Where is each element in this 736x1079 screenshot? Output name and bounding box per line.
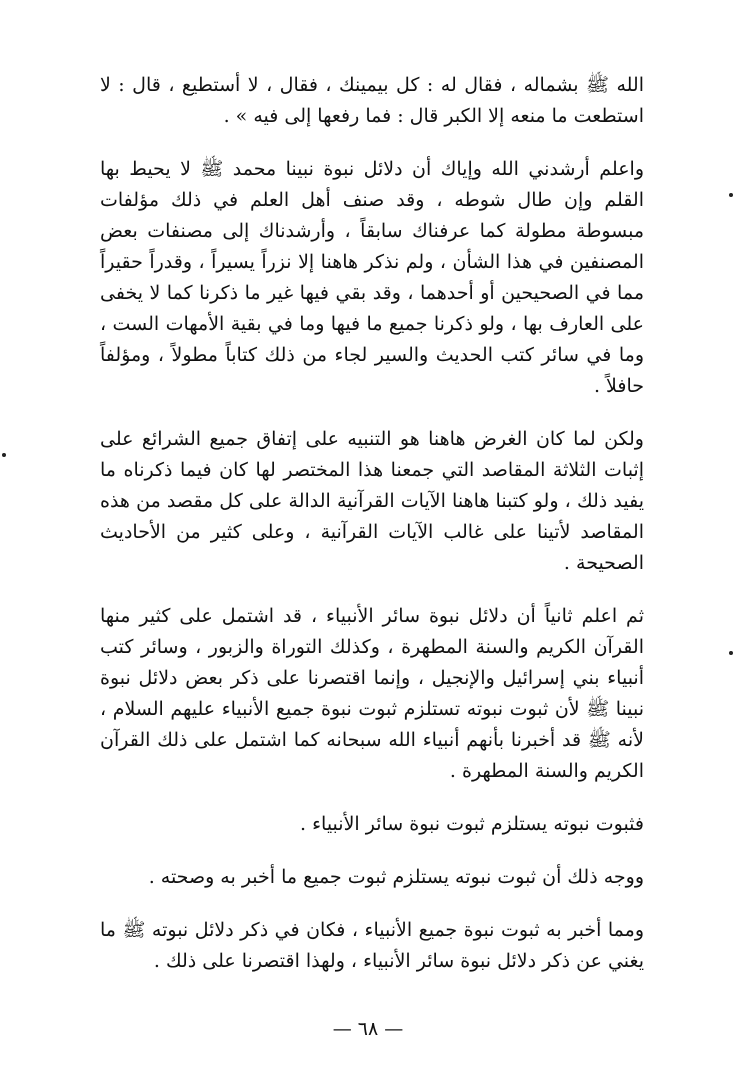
paragraph-purpose: ولكن لما كان الغرض هاهنا هو التنبيه على إتفاق جميع الشرائع على إثبات الثلاثة المقاصد التي جمعنا هذا المختصر لها كان فيما ذكرناه ما يفيد ذلك ، ولو كتبنا هاهنا الآيات القرآنية الدالة على كل مقصد من هذه المقاصد لأتينا على غالب الآيات القرآنية ، وعلى كثير من الأحاديث الصحيحة . — [100, 428, 644, 574]
margin-mark — [729, 651, 733, 655]
margin-mark — [729, 193, 733, 197]
paragraph-conclusion-three: ومما أخبر به ثبوت نبوة جميع الأنبياء ، فكان في ذكر دلائل نبوته ﷺ ما يغني عن ذكر دلائل نبوة سائر الأنبياء ، ولهذا اقتصرنا على ذلك . — [100, 919, 644, 972]
paragraph-hadith-ending: الله ﷺ بشماله ، فقال له : كل بيمينك ، فقال ، لا أستطيع ، قال : لا استطعت ما منعه إلا الكبر قال : فما رفعها إلى فيه » . — [100, 74, 644, 127]
paragraph-other-prophets: ثم اعلم ثانياً أن دلائل نبوة سائر الأنبياء ، قد اشتمل على كثير منها القرآن الكريم والسنة المطهرة ، وكذلك التوراة والزبور ، وسائر كتب أنبياء بني إسرائيل والإنجيل ، وإنما اقتصرنا على ذكر بعض دلائل نبوة نبينا ﷺ لأن ثبوت نبوته تستلزم ثبوت نبوة جميع الأنبياء عليهم السلام ، لأنه ﷺ قد أخبرنا بأنهم أنبياء الله سبحانه كما اشتمل على ذلك القرآن الكريم والسنة المطهرة . — [100, 605, 644, 782]
margin-mark — [2, 453, 6, 457]
paragraph-conclusion-one: فثبوت نبوته يستلزم ثبوت نبوة سائر الأنبياء . — [300, 813, 644, 835]
paragraph-conclusion-two: ووجه ذلك أن ثبوت نبوته يستلزم ثبوت جميع ما أخبر به وصحته . — [148, 866, 644, 888]
page-body — [100, 70, 644, 977]
paragraph-proofs-of-prophethood: واعلم أرشدني الله وإياك أن دلائل نبوة نبينا محمد ﷺ لا يحيط بها القلم وإن طال شوطه ، وقد صنف أهل العلم في ذلك مؤلفات مبسوطة مطولة كما عرفناك سابقاً ، وأرشدناك إلى مصنفات بعض المصنفين في هذا الشأن ، ولم نذكر هاهنا إلا نزراً يسيراً ، وقدراً حقيراً مما في الصحيحين أو أحدهما ، وقد بقي فيها غير ما ذكرنا كما لا يخفى على العارف بها ، ولو ذكرنا جميع ما فيها وما في بقية الأمهات الست ، وما في سائر كتب الحديث والسير لجاء من ذلك كتاباً مطولاً ، ومؤلفاً حافلاً . — [100, 158, 644, 397]
page-number: — ٦٨ — — [332, 1018, 404, 1040]
